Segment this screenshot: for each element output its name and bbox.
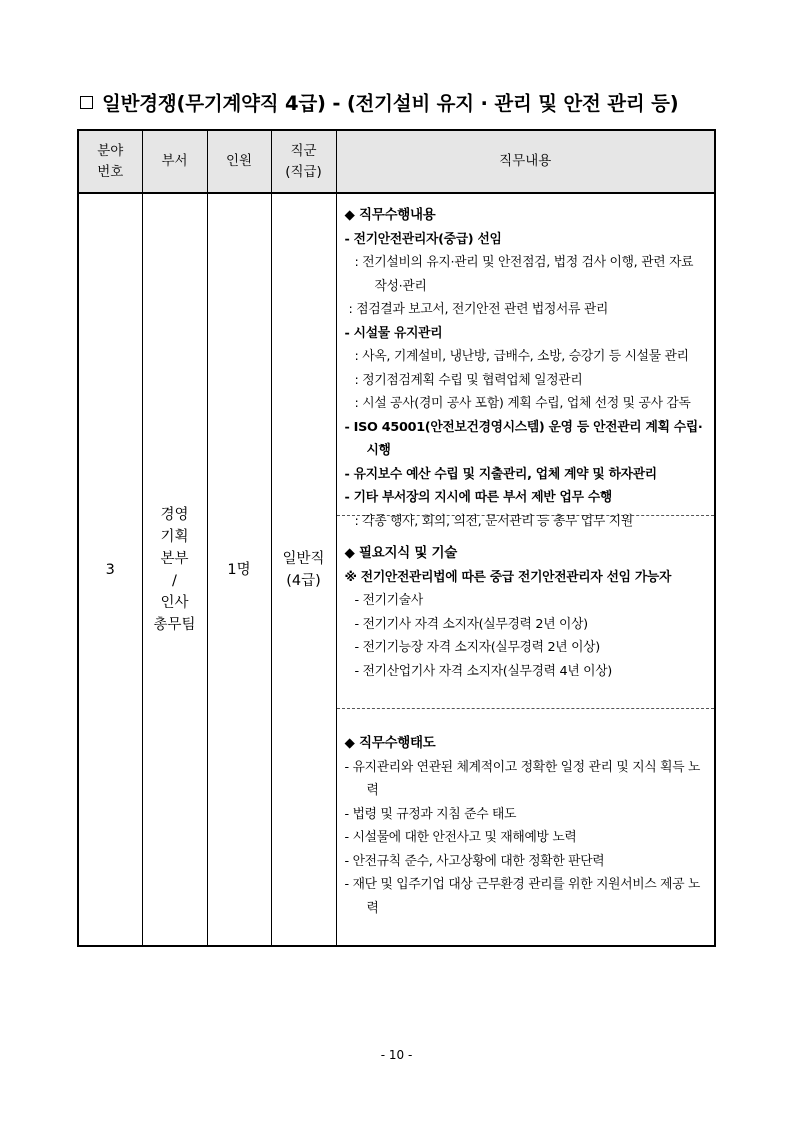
list-item: - 전기기능장 자격 소지자(실무경력 2년 이상) <box>354 640 600 655</box>
section-title-text: 일반경쟁(무기계약직 4급) - (전기설비 유지 · 관리 및 안전 관리 등) <box>102 92 679 115</box>
section-title <box>80 88 720 116</box>
cell-count: 1명 <box>207 193 271 946</box>
list-item: ※ 전기안전관리법에 따른 중급 전기안전관리자 선임 가능자 <box>344 569 672 585</box>
duty-heading: ◆ 직무수행내용 <box>344 207 436 223</box>
list-item: : 각종 행사, 회의, 의전, 문서관리 등 총무 업무 지원 <box>354 513 633 529</box>
list-item: - 기타 부서장의 지시에 따른 부서 제반 업무 수행 <box>344 490 612 505</box>
checkbox-square-icon <box>80 96 93 109</box>
header-dept: 부서 <box>142 130 207 193</box>
list-item: - 안전규칙 준수, 사고상황에 대한 정확한 판단력 <box>344 853 605 869</box>
duty-section-knowledge <box>337 516 715 709</box>
list-item: - 전기기사 자격 소지자(실무경력 2년 이상) <box>354 616 588 632</box>
list-item: - 시설물 유지관리 <box>344 325 443 341</box>
list-item: : 정기점검계획 수립 및 협력업체 일정관리 <box>354 372 583 388</box>
list-item: - 유지보수 예산 수립 및 지출관리, 업체 계약 및 하자관리 <box>344 466 657 482</box>
list-item: - 전기산업기사 자격 소지자(실무경력 4년 이상) <box>354 663 612 679</box>
job-table <box>77 129 716 947</box>
header-duty: 직무내용 <box>336 130 715 193</box>
list-item: - 전기기술사 <box>354 593 423 608</box>
list-item: : 시설 공사(경미 공사 포함) 계획 수립, 업체 선정 및 공사 감독 <box>354 396 691 411</box>
duty-section-attitude <box>337 709 715 945</box>
cell-job: 일반직 (4급) <box>271 193 336 946</box>
duty-heading: ◆ 직무수행태도 <box>344 735 436 751</box>
cell-dept: 경영 기획 본부 / 인사 총무팀 <box>142 193 207 946</box>
duty-heading: ◆ 필요지식 및 기술 <box>344 545 457 561</box>
duty-section-tasks <box>337 194 715 529</box>
list-item: - 유지관리와 연관된 체계적이고 정확한 일정 관리 및 지식 획득 노력 <box>344 759 701 798</box>
list-item: : 점검결과 보고서, 전기안전 관련 법정서류 관리 <box>348 302 609 317</box>
header-job: 직군 (직급) <box>271 130 336 193</box>
table-row <box>78 193 715 946</box>
list-item: - ISO 45001(안전보건경영시스템) 운영 등 안전관리 계획 수립·시행 <box>344 419 703 458</box>
list-item: - 법령 및 규정과 지침 준수 태도 <box>344 806 517 822</box>
list-item: - 시설물에 대한 안전사고 및 재해예방 노력 <box>344 830 577 845</box>
table-header-row <box>78 130 715 193</box>
cell-field-no: 3 <box>78 193 142 946</box>
header-count: 인원 <box>207 130 271 193</box>
list-item: : 사옥, 기계설비, 냉난방, 급배수, 소방, 승강기 등 시설물 관리 <box>354 349 689 364</box>
header-field-no: 분야 번호 <box>78 130 142 193</box>
list-item: : 전기설비의 유지·관리 및 안전점검, 법정 검사 이행, 관련 자료 작성·관리 <box>354 255 694 294</box>
list-item: - 전기안전관리자(중급) 선임 <box>344 231 502 247</box>
cell-duty <box>336 193 715 946</box>
list-item: - 재단 및 입주기업 대상 근무환경 관리를 위한 지원서비스 제공 노력 <box>344 877 701 916</box>
page-number: - 10 - <box>380 1048 413 1062</box>
